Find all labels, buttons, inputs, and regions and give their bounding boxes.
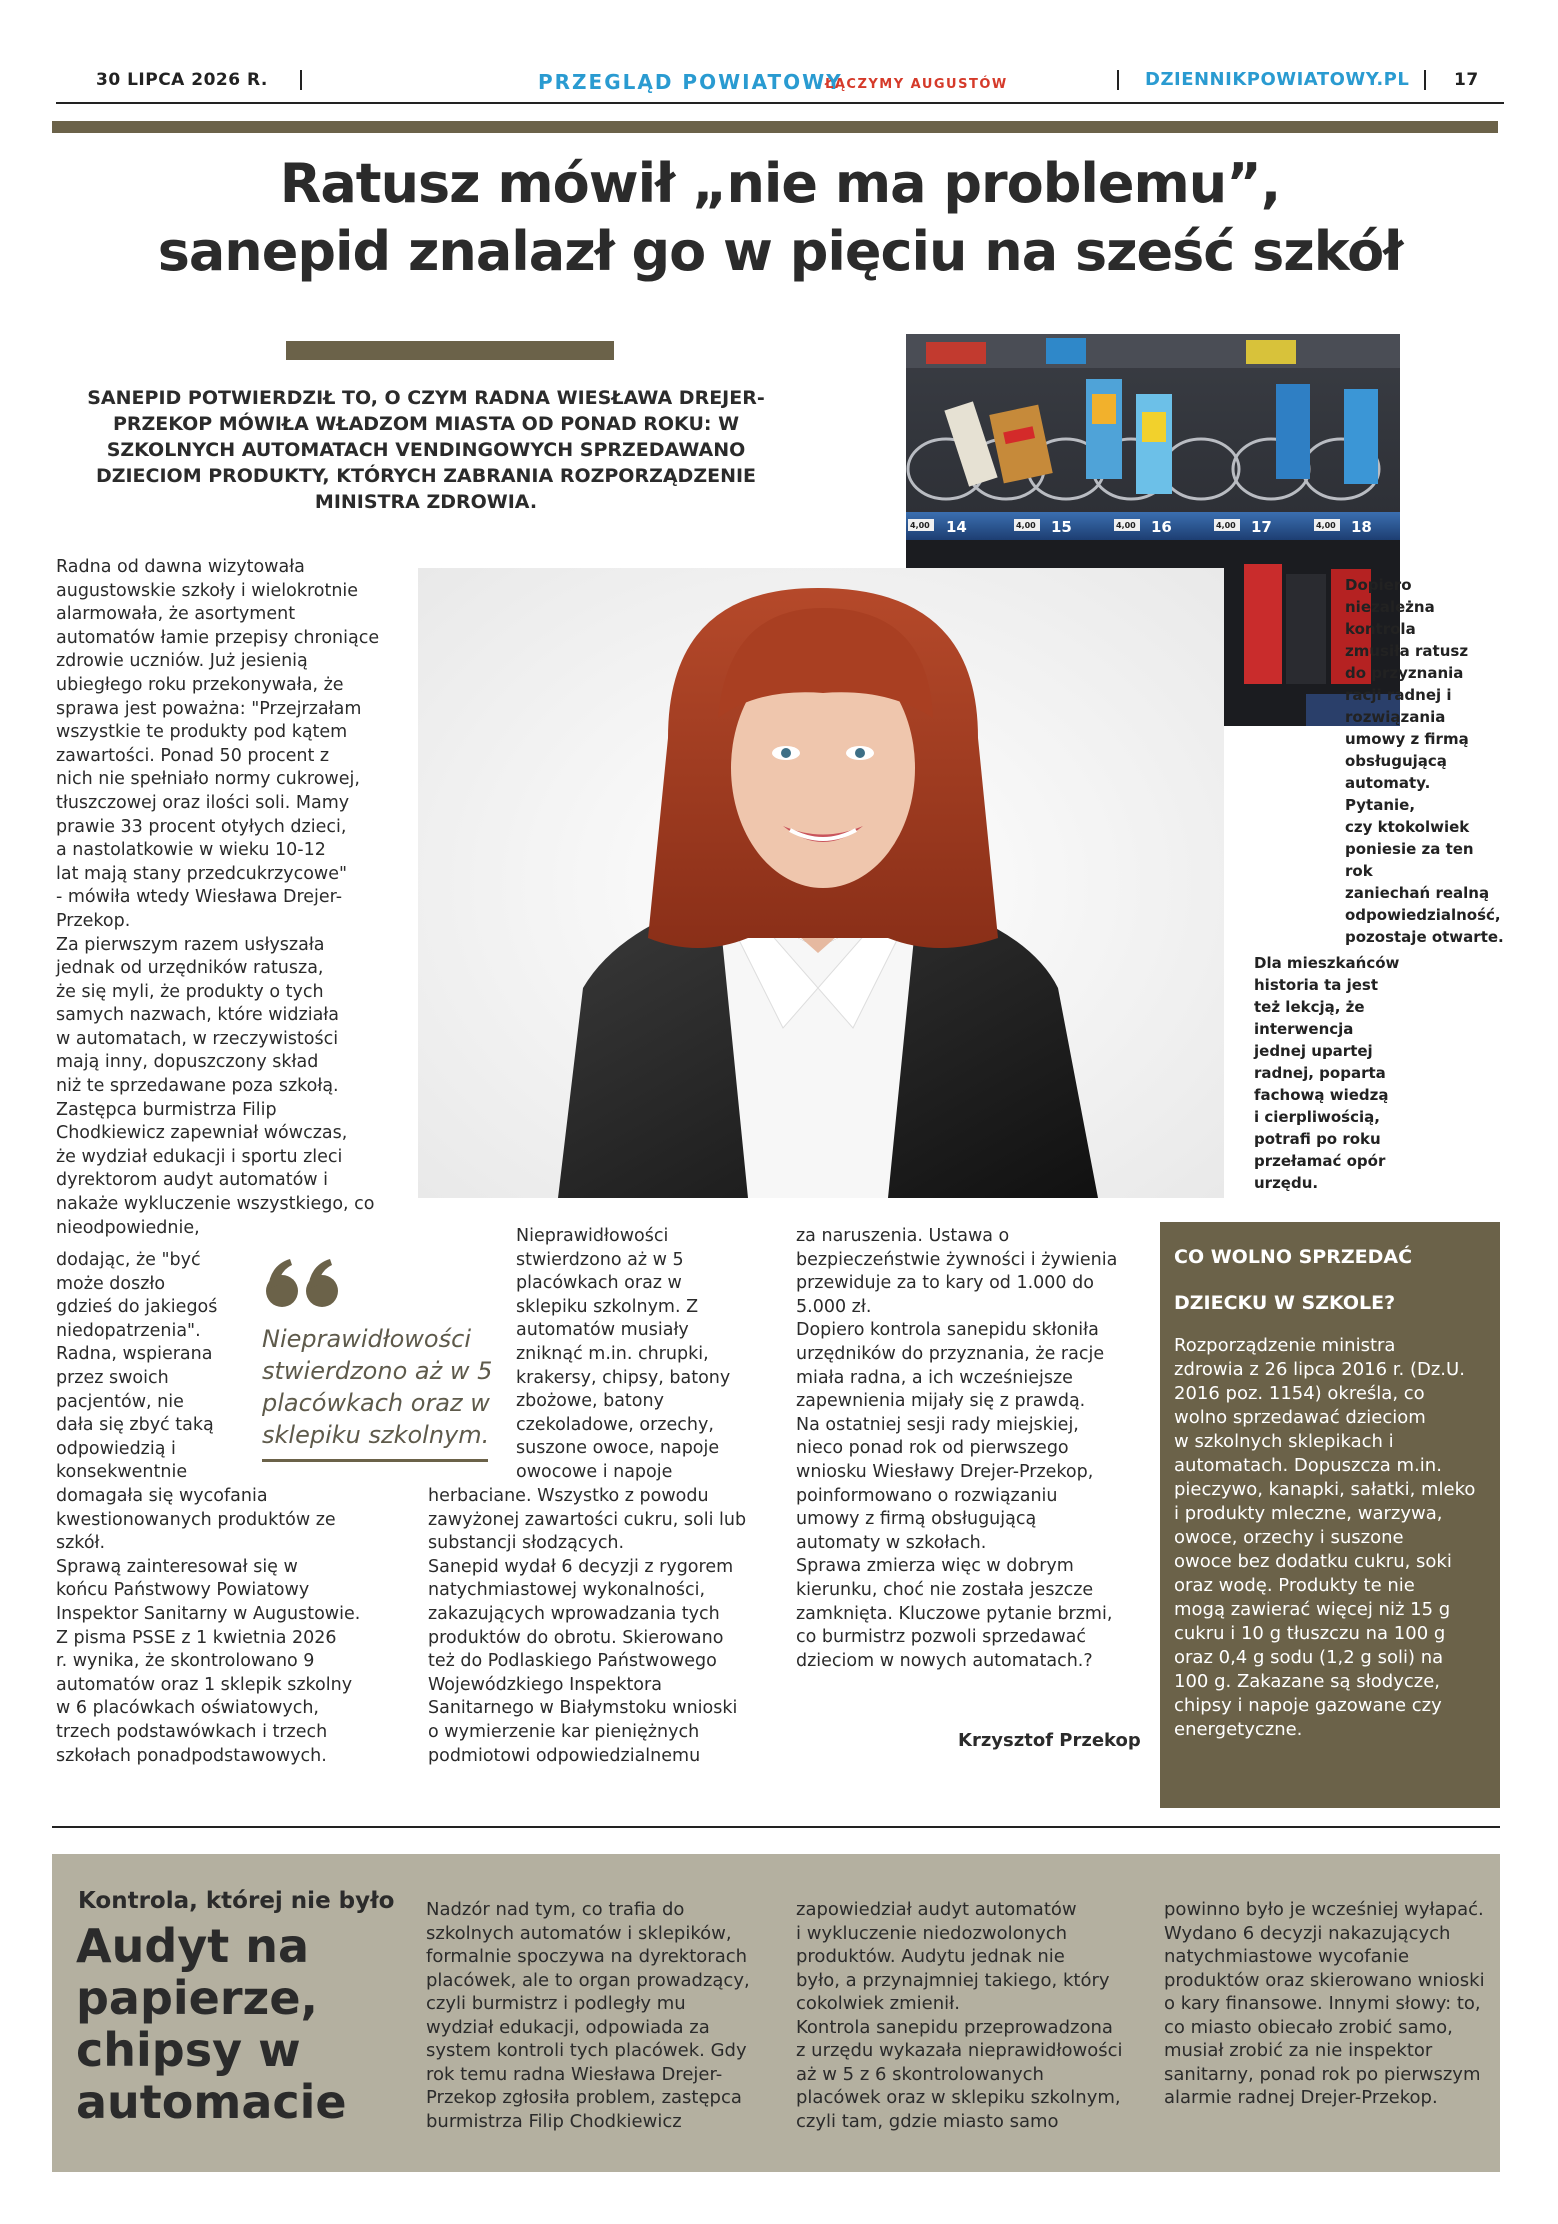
text-line: sanitarny, ponad rok po pierwszym — [1164, 2063, 1481, 2085]
text-line: poinformowano o rozwiązaniu — [796, 1485, 1058, 1506]
text-line: alarmowała, że asortyment — [56, 604, 296, 625]
vending-slot-17: 17 — [1251, 518, 1272, 536]
text-line: Zastępca burmistrza Filip — [56, 1099, 277, 1120]
text-line: prawie 33 procent otyłych dzieci, — [56, 816, 347, 837]
lead-paragraph: SANEPID POTWIERDZIŁ TO, O CZYM RADNA WIESŁAWA DREJER-PRZEKOP MÓWIŁA WŁADZOM MIASTA OD PONAD ROKU: W SZKOLNYCH AUTOMATACH VENDINGOWYCH SPRZEDAWANO DZIECIOM PRODUKTY, KTÓRYCH ZABRANIA ROZPORZĄDZENIE MINISTRA ZDROWIA. — [87, 387, 765, 513]
caption-line: czy ktokolwiek — [1345, 818, 1470, 836]
text-line: - mówiła wtedy Wiesława Drejer- — [56, 887, 343, 908]
text-line: dodając, że "być — [56, 1250, 201, 1270]
text-line: placówek oraz w sklepiku szkolnym, — [796, 2087, 1121, 2108]
header-separator — [1117, 70, 1119, 90]
text-line: automaty w szkołach. — [796, 1532, 987, 1553]
text-line: zdrowie uczniów. Już jesienią — [56, 651, 308, 672]
text-line: Sanepid wydał 6 decyzji z rygorem — [428, 1556, 734, 1577]
caption-line: poniesie za ten rok — [1345, 840, 1474, 880]
text-line: wniosku Wiesławy Drejer-Przekop, — [796, 1461, 1094, 1482]
text-line: Z pisma PSSE z 1 kwietnia 2026 — [56, 1627, 337, 1648]
text-line: krakersy, chipsy, batony — [516, 1367, 731, 1388]
sidebox-title-line-2: DZIECKU W SZKOLE? — [1174, 1292, 1396, 1314]
text-line: powinno było je wcześniej wyłapać. — [1164, 1899, 1484, 1920]
caption-line: rozwiązania — [1345, 708, 1446, 726]
text-line: wolno sprzedawać dzieciom — [1174, 1407, 1426, 1428]
text-line: zapowiedział audyt automatów — [796, 1899, 1077, 1920]
text-line: musiał zrobić za nie inspektor — [1164, 2040, 1433, 2061]
text-line: jednak od urzędników ratusza, — [56, 958, 324, 979]
header-rule — [56, 102, 1504, 104]
text-line: co miasto obiecało zrobić samo, — [1164, 2016, 1453, 2038]
text-line: że wydział edukacji i sportu zleci — [56, 1146, 343, 1167]
brand-tagline: ŁĄCZYMY AUGUSTÓW — [825, 77, 1008, 92]
text-line: oraz 0,4 g sodu (1,2 g soli) na — [1174, 1647, 1444, 1668]
text-line: nieco ponad rok od pierwszego — [796, 1438, 1069, 1459]
text-line: zniknąć m.in. chrupki, — [516, 1343, 709, 1364]
text-line: zapewnienia mijały się z prawdą. — [796, 1391, 1086, 1412]
text-line: Chodkiewicz zapewniał wówczas, — [56, 1123, 348, 1144]
bottom-column-2 — [796, 1898, 1146, 2133]
text-line: produktów do obrotu. Skierowano — [428, 1627, 724, 1648]
quote-line: Nieprawidłowości — [262, 1325, 471, 1353]
text-line: owocowe i napoje — [516, 1461, 673, 1482]
text-line: oraz wodę. Produkty te nie — [1174, 1575, 1415, 1596]
caption-line: i cierpliwością, — [1254, 1108, 1380, 1126]
text-line: pieczywo, kanapki, sałatki, mleko — [1174, 1479, 1476, 1500]
text-line: placówek, ale to organ prowadzący, — [426, 1969, 750, 1991]
text-line: 100 g. Zakazane są słodycze, — [1174, 1671, 1440, 1692]
text-line: za naruszenia. Ustawa o — [796, 1226, 1010, 1246]
text-line: Za pierwszym razem usłyszała — [56, 934, 325, 955]
caption-line: radnej, poparta — [1254, 1064, 1386, 1082]
caption-line: obsługującą — [1345, 752, 1447, 770]
text-line: nieodpowiednie, — [56, 1217, 200, 1238]
text-line: gdzieś do jakiegoś — [56, 1297, 218, 1318]
text-line: zdrowia z 26 lipca 2016 r. (Dz.U. — [1174, 1359, 1465, 1380]
text-line: szkołach ponadpodstawowych. — [56, 1745, 327, 1766]
text-line: augustowskie szkoły i wielokrotnie — [56, 580, 359, 601]
site-url[interactable]: DZIENNIKPOWIATOWY.PL — [1145, 69, 1410, 90]
caption-line: kontrola — [1345, 620, 1416, 638]
quote-line: placówkach oraz w — [262, 1389, 490, 1417]
text-line: czyli tam, gdzie miasto samo — [796, 2110, 1059, 2132]
text-line: domagała się wycofania — [56, 1486, 268, 1506]
bottom-title — [76, 1920, 347, 2128]
text-line: może doszło — [56, 1273, 166, 1294]
article-column-1-top — [56, 556, 416, 1240]
article-column-1-bottom — [56, 1485, 416, 1768]
caption-line: zaniechań realną — [1345, 884, 1490, 902]
text-line: automatach. Dopuszcza m.in. — [1174, 1455, 1442, 1476]
title-line: Audyt na — [76, 1919, 310, 1973]
bottom-feature-box — [52, 1854, 1500, 2172]
caption-line: interwencja — [1254, 1020, 1354, 1038]
quote-line: stwierdzono aż w 5 — [262, 1357, 493, 1385]
text-line: w szkolnych sklepikach i — [1174, 1431, 1394, 1452]
text-line: konsekwentnie — [56, 1462, 188, 1483]
text-line: odpowiedzią i — [56, 1438, 176, 1459]
text-line: lat mają stany przedcukrzycowe" — [56, 863, 348, 884]
text-line: Radna od dawna wizytowała — [56, 557, 305, 577]
text-line: urzędników do przyznania, że racje — [796, 1343, 1105, 1364]
text-line: szkół. — [56, 1533, 106, 1554]
text-line: Radna, wspierana — [56, 1344, 213, 1365]
text-line: Przekop zgłosiła problem, zastępca — [426, 2087, 742, 2108]
text-line: Inspektor Sanitarny w Augustowie. — [56, 1603, 361, 1624]
text-line: Na ostatniej sesji rady miejskiej, — [796, 1414, 1079, 1435]
text-line: trzech podstawówkach i trzech — [56, 1721, 328, 1742]
text-line: zamknięta. Kluczowe pytanie brzmi, — [796, 1603, 1113, 1624]
article-author: Krzysztof Przekop — [958, 1730, 1141, 1751]
article-column-3 — [796, 1225, 1166, 1673]
text-line: Nieprawidłowości — [516, 1226, 669, 1246]
text-line: suszone owoce, napoje — [516, 1438, 720, 1459]
text-line: bezpieczeństwie żywności i żywienia — [796, 1249, 1118, 1270]
text-line: nich nie spełniało normy cukrowej, — [56, 769, 360, 790]
text-line: Sanitarnego w Białymstoku wnioski — [428, 1698, 738, 1719]
caption-line: pozostaje otwarte. — [1345, 928, 1504, 946]
article-column-2-bottom — [428, 1485, 792, 1768]
text-line: co burmistrz pozwoli sprzedawać — [796, 1627, 1086, 1648]
caption-line: fachową wiedzą — [1254, 1086, 1389, 1104]
text-line: automatów musiały — [516, 1320, 689, 1341]
text-line: Wojewódzkiego Inspektora — [428, 1674, 662, 1695]
quote-line: sklepiku szkolnym. — [262, 1421, 490, 1449]
vending-price: 4,00 — [1216, 521, 1236, 530]
text-line: Wydano 6 decyzji nakazujących — [1164, 1922, 1451, 1944]
text-line: miała radna, a ich wcześniejsze — [796, 1367, 1073, 1388]
portrait-graphic — [418, 568, 1224, 1198]
vending-slot-18: 18 — [1351, 518, 1372, 536]
header-separator — [300, 70, 302, 90]
photo-caption-portrait — [1254, 952, 1404, 1194]
text-line: i produkty mleczne, warzywa, — [1174, 1503, 1443, 1524]
text-line: też do Podlaskiego Państwowego — [428, 1651, 717, 1672]
text-line: w automatach, w rzeczywistości — [56, 1028, 339, 1049]
caption-line: urzędu. — [1254, 1174, 1319, 1192]
caption-line: zmusiła ratusz — [1345, 642, 1469, 660]
caption-line: umowy z firmą — [1345, 730, 1469, 748]
text-line: było, a przynajmniej takiego, który — [796, 1969, 1110, 1991]
portrait-photo — [418, 568, 1224, 1198]
text-line: dała się zbyć taką — [56, 1415, 214, 1436]
text-line: energetyczne. — [1174, 1719, 1303, 1740]
caption-line: do przyznania — [1345, 664, 1464, 682]
vending-slot-15: 15 — [1051, 518, 1072, 536]
caption-line: przełamać opór — [1254, 1152, 1386, 1170]
caption-line: racji radnej i — [1345, 686, 1452, 704]
vending-price: 4,00 — [910, 521, 930, 530]
text-line: substancji słodzących. — [428, 1533, 625, 1554]
sidebox-title-line-1: CO WOLNO SPRZEDAĆ — [1174, 1246, 1413, 1268]
bottom-kicker: Kontrola, której nie było — [78, 1888, 395, 1914]
text-line: produktów oraz skierowano wnioski — [1164, 1969, 1485, 1991]
text-line: stwierdzono aż w 5 — [516, 1249, 684, 1270]
text-line: że się myli, że produkty o tych — [56, 981, 324, 1002]
text-line: dyrektorom audyt automatów i — [56, 1170, 329, 1191]
caption-line: odpowiedzialność, — [1345, 906, 1501, 924]
vending-price: 4,00 — [1316, 521, 1336, 530]
text-line: Dopiero kontrola sanepidu skłoniła — [796, 1320, 1099, 1341]
text-line: a nastolatkowie w wieku 10-12 — [56, 840, 326, 861]
headline-line-1: Ratusz mówił „nie ma problemu”, — [279, 152, 1281, 215]
text-line: Przekop. — [56, 910, 131, 931]
caption-line: jednej upartej — [1254, 1042, 1373, 1060]
title-line: chipsy w — [76, 2023, 301, 2077]
text-line: wszystkie te produkty pod kątem — [56, 722, 348, 743]
title-line: papierze, — [76, 1971, 318, 2025]
text-line: przewiduje za to kary od 1.000 do — [796, 1273, 1094, 1294]
caption-line: Dla mieszkańców — [1254, 954, 1400, 972]
photo-caption-vending — [1345, 574, 1505, 948]
text-line: niż te sprzedawane poza szkołą. — [56, 1076, 339, 1097]
article-column-2-narrow — [516, 1225, 796, 1485]
vending-slot-16: 16 — [1151, 518, 1172, 536]
text-line: samych nazwach, które widziała — [56, 1005, 339, 1026]
text-line: produktów. Audytu jednak nie — [796, 1946, 1065, 1967]
text-line: o kary finansowe. Innymi słowy: to, — [1164, 1993, 1481, 2014]
caption-line: też lekcją, że — [1254, 998, 1365, 1016]
text-line: przez swoich — [56, 1367, 169, 1388]
text-line: cokolwiek zmienił. — [796, 1993, 960, 2014]
text-line: niedopatrzenia". — [56, 1320, 201, 1341]
text-line: mogą zawierać więcej niż 15 g — [1174, 1599, 1451, 1620]
text-line: herbaciane. Wszystko z powodu — [428, 1486, 709, 1506]
text-line: burmistrza Filip Chodkiewicz — [426, 2110, 682, 2132]
bottom-column-3 — [1164, 1898, 1498, 2110]
text-line: cukru i 10 g tłuszczu na 100 g — [1174, 1623, 1446, 1644]
vending-price: 4,00 — [1116, 521, 1136, 530]
lead-accent-bar — [286, 341, 614, 360]
text-line: Sprawą zainteresował się w — [56, 1556, 298, 1577]
text-line: alarmie radnej Drejer-Przekop. — [1164, 2087, 1438, 2108]
text-line: owoce, orzechy i suszone — [1174, 1527, 1404, 1548]
text-line: nakaże wykluczenie wszystkiego, co — [56, 1194, 375, 1215]
issue-date: 30 LIPCA 2026 R. — [96, 70, 268, 90]
text-line: zawartości. Ponad 50 procent z — [56, 745, 330, 766]
info-sidebox — [1160, 1222, 1500, 1808]
vending-slot-14: 14 — [946, 518, 967, 536]
caption-line: Dopiero niezależna — [1345, 576, 1435, 616]
text-line: Sprawa zmierza więc w dobrym — [796, 1556, 1074, 1577]
text-line: podmiotowi odpowiedzialnemu — [428, 1745, 701, 1766]
text-line: czyli burmistrz i podległy mu — [426, 1993, 686, 2014]
headline-line-2: sanepid znalazł go w pięciu na sześć szkół — [157, 220, 1403, 283]
text-line: sklepiku szkolnym. Z — [516, 1296, 699, 1317]
text-line: umowy z firmą obsługującą — [796, 1509, 1037, 1530]
text-line: wydział edukacji, odpowiada za — [426, 2016, 710, 2038]
text-line: natychmiastowej wykonalności, — [428, 1580, 706, 1601]
text-line: zbożowe, batony — [516, 1391, 664, 1412]
vending-price: 4,00 — [1016, 521, 1036, 530]
text-line: placówkach oraz w — [516, 1273, 682, 1294]
text-line: sprawa jest poważna: "Przejrzałam — [56, 698, 362, 719]
text-line: o wymierzenie kar pieniężnych — [428, 1721, 700, 1742]
section-rule — [52, 1826, 1500, 1828]
text-line: automatów łamie przepisy chroniące — [56, 627, 380, 648]
brand-name[interactable]: PRZEGLĄD POWIATOWY — [538, 70, 843, 94]
text-line: natychmiastowe wycofanie — [1164, 1946, 1410, 1967]
text-line: dzieciom w nowych automatach.? — [796, 1650, 1093, 1671]
text-line: r. wynika, że skontrolowano 9 — [56, 1651, 315, 1672]
text-line: z urzędu wykazała nieprawidłowości — [796, 2040, 1123, 2061]
text-line: końcu Państwowy Powiatowy — [56, 1580, 310, 1601]
text-line: ubiegłego roku przekonywała, że — [56, 674, 344, 695]
text-line: tłuszczowej oraz ilości soli. Mamy — [56, 792, 350, 813]
header-separator — [1424, 70, 1426, 90]
text-line: Nadzór nad tym, co trafia do — [426, 1899, 685, 1920]
pull-quote-text — [262, 1323, 502, 1451]
bottom-column-1 — [426, 1898, 776, 2133]
text-line: owoce bez dodatku cukru, soki — [1174, 1551, 1452, 1572]
text-line: aż w 5 z 6 skontrolowanych — [796, 2063, 1044, 2085]
text-line: 2016 poz. 1154) określa, co — [1174, 1383, 1425, 1404]
page-number: 17 — [1454, 70, 1479, 90]
sidebox-body — [1174, 1334, 1486, 1742]
text-line: mają inny, dopuszczony skład — [56, 1052, 319, 1073]
text-line: zawyżonej zawartości cukru, soli lub — [428, 1509, 747, 1530]
header-bar — [52, 121, 1498, 133]
text-line: 5.000 zł. — [796, 1296, 872, 1317]
text-line: automatów oraz 1 sklepik szkolny — [56, 1674, 353, 1695]
pull-quote — [262, 1255, 502, 1462]
text-line: Rozporządzenie ministra — [1174, 1335, 1396, 1356]
caption-line: automaty. Pytanie, — [1345, 774, 1431, 814]
caption-line: historia ta jest — [1254, 976, 1379, 994]
title-line: automacie — [76, 2075, 347, 2129]
text-line: formalnie spoczywa na dyrektorach — [426, 1946, 748, 1967]
text-line: kierunku, choć nie została jeszcze — [796, 1579, 1094, 1600]
text-line: chipsy i napoje gazowane czy — [1174, 1695, 1442, 1716]
text-line: kwestionowanych produktów ze — [56, 1509, 336, 1530]
caption-line: potrafi po roku — [1254, 1130, 1381, 1148]
text-line: szkolnych automatów i sklepików, — [426, 1922, 732, 1944]
text-line: Kontrola sanepidu przeprowadzona — [796, 2016, 1113, 2038]
text-line: czekoladowe, orzechy, — [516, 1414, 714, 1435]
text-line: zakazujących wprowadzania tych — [428, 1603, 720, 1624]
text-line: rok temu radna Wiesława Drejer- — [426, 2063, 723, 2085]
headline — [60, 150, 1500, 286]
text-line: i wykluczenie niedozwolonych — [796, 1922, 1068, 1944]
text-line: pacjentów, nie — [56, 1391, 184, 1412]
text-line: w 6 placówkach oświatowych, — [56, 1698, 319, 1719]
article-column-1-narrow — [56, 1249, 256, 1485]
quote-mark-icon — [264, 1255, 342, 1311]
pull-quote-rule — [262, 1459, 488, 1462]
text-line: system kontroli tych placówek. Gdy — [426, 2040, 747, 2061]
